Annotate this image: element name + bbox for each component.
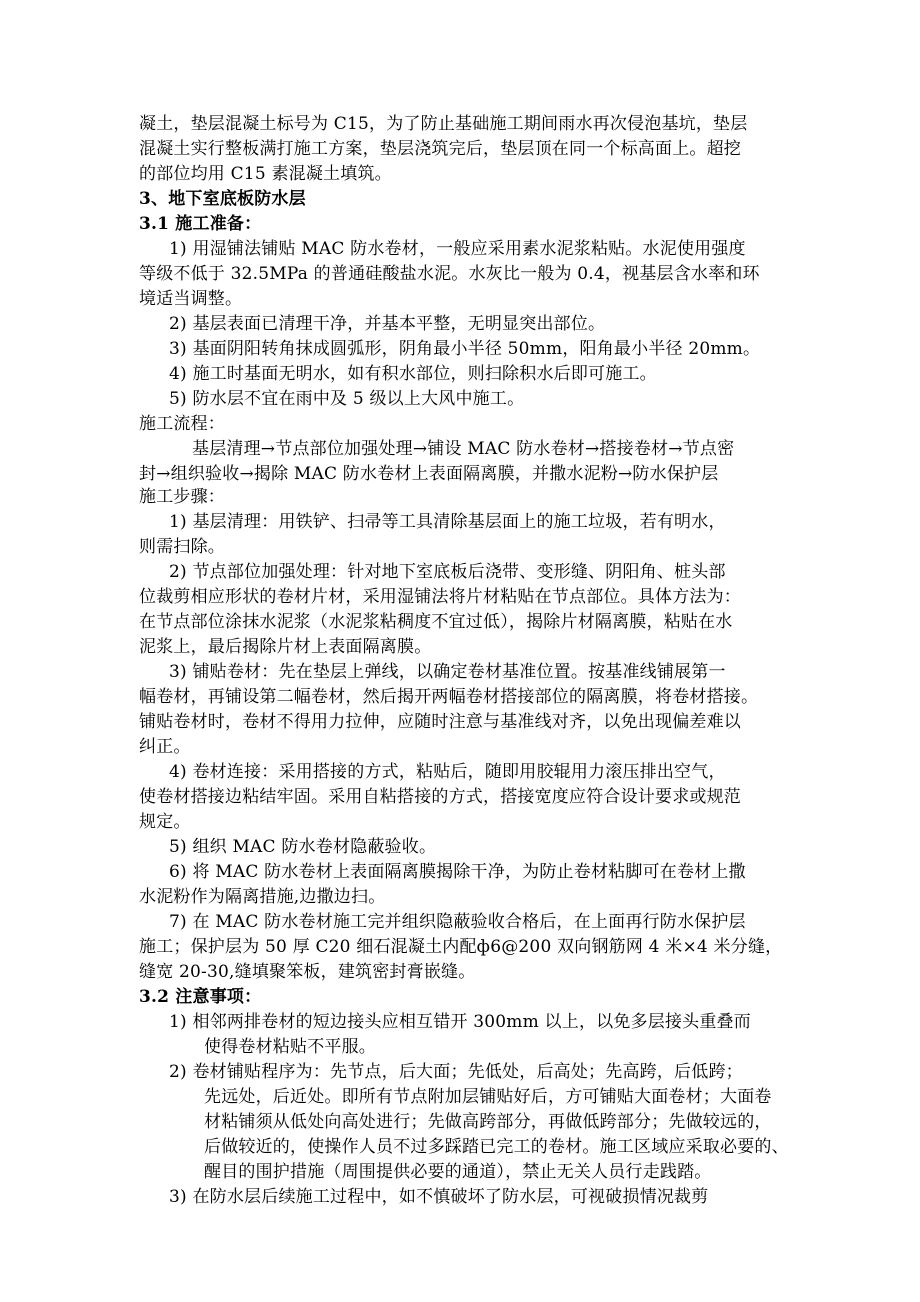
- prep-item-1-line-2: 等级不低于 32.5MPa 的普通硅酸盐水泥。水灰比一般为 0.4，视基层含水率和环: [139, 264, 760, 284]
- step-4-line-2: 使卷材搭接边粘结牢固。采用自粘搭接的方式，搭接宽度应符合设计要求或规范: [139, 787, 741, 807]
- step-1-line-1: 1) 基层清理：用铁铲、扫帚等工具清除基层面上的施工垃圾，若有明水，: [169, 512, 726, 532]
- section-3-2-heading: 3.2 注意事项：: [139, 987, 262, 1007]
- step-3-line-1: 3) 铺贴卷材：先在垫层上弹线，以确定卷材基准位置。按基准线铺展第一: [169, 662, 726, 682]
- note-2-line-3: 材粘铺须从低处向高处进行；先做高跨部分，再做低跨部分；先做较远的，: [204, 1112, 772, 1132]
- step-6-line-2: 水泥粉作为隔离措施,边撒边扫。: [139, 887, 386, 907]
- prep-item-2: 2) 基层表面已清理干净，并基本平整，无明显突出部位。: [169, 314, 606, 334]
- prep-item-5: 5) 防水层不宜在雨中及 5 级以上大风中施工。: [169, 389, 525, 409]
- step-7-line-3: 缝宽 20-30,缝填聚笨板，建筑密封膏嵌缝。: [139, 962, 476, 982]
- intro-line-1: 凝土，垫层混凝土标号为 C15，为了防止基础施工期间雨水再次侵泡基坑，垫层: [139, 114, 748, 134]
- flow-label: 施工流程：: [139, 414, 225, 434]
- flow-line-2: 封→组织验收→揭除 MAC 防水卷材上表面隔离膜，并撒水泥粉→防水保护层: [139, 464, 719, 484]
- note-2-line-5: 醒目的围护措施（周围提供必要的通道），禁止无关人员行走践踏。: [204, 1162, 712, 1182]
- intro-line-2: 混凝土实行整板满打施工方案，垫层浇筑完后，垫层顶在同一个标高面上。超挖: [139, 139, 741, 159]
- note-2-line-2: 先远处，后近处。即所有节点附加层铺贴好后，方可铺贴大面卷材；大面卷: [204, 1087, 772, 1107]
- prep-item-1-line-3: 境适当调整。: [139, 289, 243, 309]
- step-7-line-1: 7) 在 MAC 防水卷材施工完并组织隐蔽验收合格后，在上面再行防水保护层: [169, 912, 746, 932]
- step-2-line-2: 位裁剪相应形状的卷材片材，采用湿铺法将片材粘贴在节点部位。具体方法为：: [139, 587, 741, 607]
- step-5: 5) 组织 MAC 防水卷材隐蔽验收。: [169, 837, 437, 857]
- note-2-line-1: 2) 卷材铺贴程序为：先节点，后大面；先低处，后高处；先高跨，后低跨；: [169, 1062, 743, 1082]
- note-1-line-1: 1) 相邻两排卷材的短边接头应相互错开 300mm 以上，以免多层接头重叠而: [169, 1012, 751, 1032]
- step-1-line-2: 则需扫除。: [139, 537, 225, 557]
- step-2-line-3: 在节点部位涂抹水泥浆（水泥浆粘稠度不宜过低），揭除片材隔离膜，粘贴在水: [139, 612, 733, 632]
- note-3-line-1: 3) 在防水层后续施工过程中，如不慎破坏了防水层，可视破损情况裁剪: [169, 1187, 709, 1207]
- note-2-line-4: 后做较近的，使操作人员不过多踩踏已完工的卷材。施工区域应采取必要的、: [204, 1137, 789, 1157]
- prep-item-3: 3) 基面阴阳转角抹成圆弧形，阴角最小半径 50mm，阳角最小半径 20mm。: [169, 339, 761, 359]
- step-3-line-3: 铺贴卷材时，卷材不得用力拉伸，应随时注意与基准线对齐，以免出现偏差难以: [139, 712, 741, 732]
- section-3-1-heading: 3.1 施工准备：: [139, 214, 262, 234]
- intro-line-3: 的部位均用 C15 素混凝土填筑。: [139, 164, 392, 184]
- step-3-line-4: 纠正。: [139, 737, 191, 757]
- step-2-line-1: 2) 节点部位加强处理：针对地下室底板后浇带、变形缝、阴阳角、桩头部: [169, 562, 726, 582]
- flow-line-1: 基层清理→节点部位加强处理→铺设 MAC 防水卷材→搭接卷材→节点密: [192, 439, 735, 459]
- step-4-line-3: 规定。: [139, 812, 191, 832]
- step-4-line-1: 4) 卷材连接：采用搭接的方式，粘贴后，随即用胶辊用力滚压排出空气，: [169, 762, 726, 782]
- note-1-line-2: 使得卷材粘贴不平服。: [204, 1037, 376, 1057]
- step-3-line-2: 幅卷材，再铺设第二幅卷材，然后揭开两幅卷材搭接部位的隔离膜，将卷材搭接。: [139, 687, 759, 707]
- step-6-line-1: 6) 将 MAC 防水卷材上表面隔离膜揭除干净，为防止卷材粘脚可在卷材上撒: [169, 862, 746, 882]
- step-7-line-2: 施工；保护层为 50 厚 C20 细石混凝土内配ф6@200 双向钢筋网 4 米×4 米分缝，: [139, 937, 783, 957]
- prep-item-4: 4) 施工时基面无明水，如有积水部位，则扫除积水后即可施工。: [169, 364, 657, 384]
- section-3-heading: 3、地下室底板防水层: [139, 189, 306, 209]
- step-2-line-4: 泥浆上，最后揭除片材上表面隔离膜。: [139, 637, 432, 657]
- prep-item-1-line-1: 1) 用湿铺法铺贴 MAC 防水卷材，一般应采用素水泥浆粘贴。水泥使用强度: [169, 239, 746, 259]
- steps-label: 施工步骤：: [139, 487, 225, 507]
